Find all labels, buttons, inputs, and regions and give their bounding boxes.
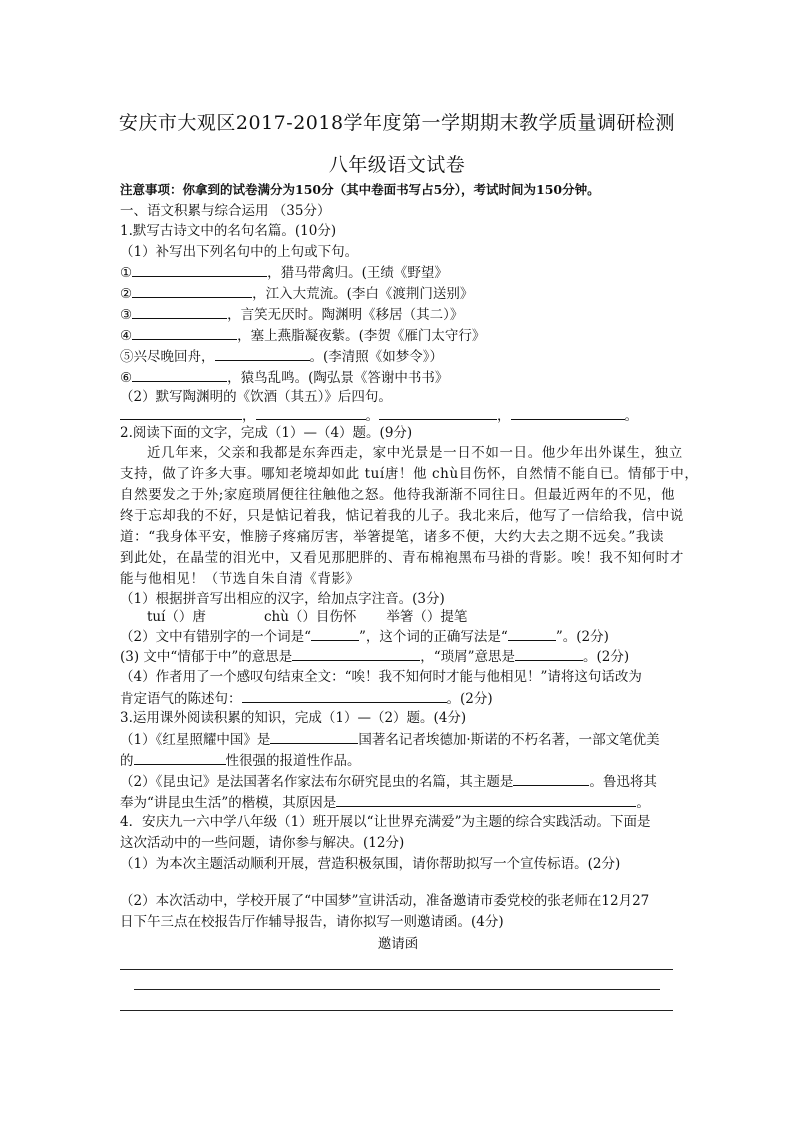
section-heading: 一、语文积累与综合运用 （35分） xyxy=(120,203,331,219)
q1-item xyxy=(120,283,676,304)
q3-text: 。鲁迅将其 xyxy=(589,774,657,790)
q2-sub4-line2 xyxy=(120,688,676,709)
q2-sub2 xyxy=(120,626,676,647)
item-mark: ④ xyxy=(120,328,133,344)
item-text: 。(李清照《如梦令》） xyxy=(309,349,444,365)
q4-sub2: （2）本次活动中，学校开展了“中国梦”宣讲活动，准备邀请市委党校的张老师在12月27 xyxy=(120,893,650,909)
answer-blank[interactable] xyxy=(132,283,252,298)
q2-sub3-text: ，“琐屑”意思是 xyxy=(420,649,516,665)
q3-sub1 xyxy=(120,729,676,750)
q1-item xyxy=(120,367,676,388)
pinyin-item: 举箸（）提笔 xyxy=(386,609,468,625)
answer-blank[interactable] xyxy=(508,626,556,641)
passage-line: 终于忘却我的不好，只是惦记着我，惦记着我的儿子。我北来后，他写了一信给我，信中说 xyxy=(120,508,684,524)
q3-text: 奉为“讲昆虫生活”的楷模，其原因是 xyxy=(120,795,337,811)
answer-blank[interactable] xyxy=(132,367,227,382)
q2-title: 2.阅读下面的文字，完成（1）—（4）题。(9分) xyxy=(120,425,413,441)
answer-blank[interactable] xyxy=(256,405,366,420)
q1-item xyxy=(120,346,676,367)
q3-text: 性很强的报道性作品。 xyxy=(225,753,361,769)
punct: ， xyxy=(242,408,256,424)
item-mark: ⑥ xyxy=(120,370,133,386)
item-text: ，江入大荒流。(李白《渡荆门送别》 xyxy=(252,286,474,302)
q3-title: 3.运用课外阅读积累的知识，完成（1）—（2）题。(4分) xyxy=(120,710,467,726)
answer-blank[interactable] xyxy=(292,646,420,661)
q2-sub4-text: 肯定语气的陈述句： xyxy=(120,691,242,707)
passage-line: 自然要发之于外;家庭琐屑便往往触他之怒。他待我渐渐不同往日。但最近两年的不见，他 xyxy=(120,487,676,503)
q2-sub1-items xyxy=(120,607,676,627)
q3-text: 。 xyxy=(636,795,650,811)
item-text: ，言笑无厌时。陶渊明《移居（其二）》 xyxy=(227,307,464,323)
item-mark: ① xyxy=(120,265,133,281)
item-text: ，塞上燕脂凝夜紫。(李贺《雁门太守行》 xyxy=(237,328,486,344)
q2-sub3-text: (3) 文中“情郁于中”的意思是 xyxy=(120,649,293,665)
q2-sub3-text: 。(2分) xyxy=(583,649,630,665)
item-text: ，猿鸟乱鸣。(陶弘景《答谢中书书》 xyxy=(227,370,449,386)
q3-text: （2）《昆虫记》是法国著名作家法布尔研究昆虫的名篇，其主题是 xyxy=(120,774,514,790)
writing-line[interactable] xyxy=(134,989,660,990)
q1-sub1: （1）补写出下列名句中的上句或下句。 xyxy=(120,244,359,260)
answer-blank[interactable] xyxy=(270,729,358,744)
answer-blank[interactable] xyxy=(132,262,267,277)
item-mark: ② xyxy=(120,286,133,302)
answer-blank[interactable] xyxy=(215,346,310,361)
q2-sub4-text: 。(2分) xyxy=(446,691,493,707)
q4-title: 4．安庆九一六中学八年级（1）班开展以“让世界充满爱”为主题的综合实践活动。下面是 xyxy=(120,814,651,830)
passage-line: 近几年来，父亲和我都是东奔西走，家中光景是一日不如一日。他少年出外谋生，独立 xyxy=(147,445,683,461)
q1-title: 1.默写古诗文中的名句名篇。(10分) xyxy=(120,223,337,239)
writing-line[interactable] xyxy=(120,1010,673,1011)
q4-title-line2: 这次活动中的一些问题，请你参与解决。(12分) xyxy=(120,835,405,851)
answer-blank[interactable] xyxy=(511,405,625,420)
answer-blank[interactable] xyxy=(134,750,226,765)
answer-blank[interactable] xyxy=(336,792,636,807)
q3-sub2 xyxy=(120,771,676,792)
answer-blank[interactable] xyxy=(513,771,589,786)
item-text: ，猎马带禽归。(王绩《野望》 xyxy=(267,265,448,281)
pinyin-item: tuí（）唐 xyxy=(147,609,206,625)
q4-sub1: （1）为本次主题活动顺利开展，营造积极氛围，请你帮助拟写一个宣传标语。(2分) xyxy=(120,856,621,872)
q3-sub2-line2 xyxy=(120,792,676,813)
q2-sub2-text: ”。(2分) xyxy=(555,629,609,645)
q2-sub2-text: （2）文中有错别字的一个词是“ xyxy=(120,629,311,645)
passage-line: 支持，做了许多大事。哪知老境却如此 tuí唐！他 chù目伤怀，自然情不能自已。情郁于中， xyxy=(120,466,699,482)
q3-sub1-line2 xyxy=(120,750,676,771)
q2-sub3 xyxy=(120,646,676,667)
q2-sub1: （1）根据拼音写出相应的汉字，给加点字注音。(3分) xyxy=(120,591,445,607)
pinyin-item: chù（）目伤怀 xyxy=(263,609,357,625)
passage-line: 到此处，在晶莹的泪光中，又看见那肥胖的、青布棉袍黑布马褂的背影。唉！我不知何时才 xyxy=(120,550,684,566)
answer-blank[interactable] xyxy=(120,405,242,420)
q3-text: （1）《红星照耀中国》是 xyxy=(120,732,271,748)
q1-item xyxy=(120,262,676,283)
item-mark: ③ xyxy=(120,307,133,323)
answer-blank[interactable] xyxy=(311,626,359,641)
punct: 。 xyxy=(365,408,379,424)
q3-text: 的 xyxy=(120,753,134,769)
q2-sub2-text: ”，这个词的正确写法是“ xyxy=(359,629,508,645)
passage-line: 道：“我身体平安，惟膀子疼痛厉害，举箸提笔，诸多不便，大约大去之期不远矣。”我读 xyxy=(120,529,665,545)
item-mark: ⑤兴尽晚回舟， xyxy=(120,349,215,365)
q4-sub2-line2: 日下午三点在校报告厅作辅导报告，请你拟写一则邀请函。(4分) xyxy=(120,914,504,930)
q1-sub2: （2）默写陶渊明的《饮酒（其五）》后四句。 xyxy=(120,389,392,405)
q2-sub4: （4）作者用了一个感叹句结束全文：“唉！我不知何时才能与他相见！”请将这句话改为 xyxy=(120,669,642,685)
passage-line: 能与他相见！（节选自朱自清《背影》 xyxy=(120,571,360,587)
exam-subtitle: 八年级语文试卷 xyxy=(328,154,466,176)
answer-blank[interactable] xyxy=(242,688,447,703)
notice: 注意事项：你拿到的试卷满分为150分（其中卷面书写占5分），考试时间为150分钟。 xyxy=(120,182,600,197)
q3-text: 国著名记者埃德加·斯诺的不朽名著，一部文笔优美 xyxy=(358,732,660,748)
punct: 。 xyxy=(624,408,638,424)
exam-title: 安庆市大观区2017-2018学年度第一学期期末教学质量调研检测 xyxy=(118,112,676,134)
answer-blank[interactable] xyxy=(132,304,227,319)
writing-line[interactable] xyxy=(120,969,673,970)
q1-item xyxy=(120,325,676,346)
answer-blank[interactable] xyxy=(379,405,497,420)
answer-blank[interactable] xyxy=(132,325,237,340)
answer-blank[interactable] xyxy=(515,646,583,661)
letter-title: 邀请函 xyxy=(377,936,419,952)
q1-item xyxy=(120,304,676,325)
punct: ， xyxy=(497,408,511,424)
